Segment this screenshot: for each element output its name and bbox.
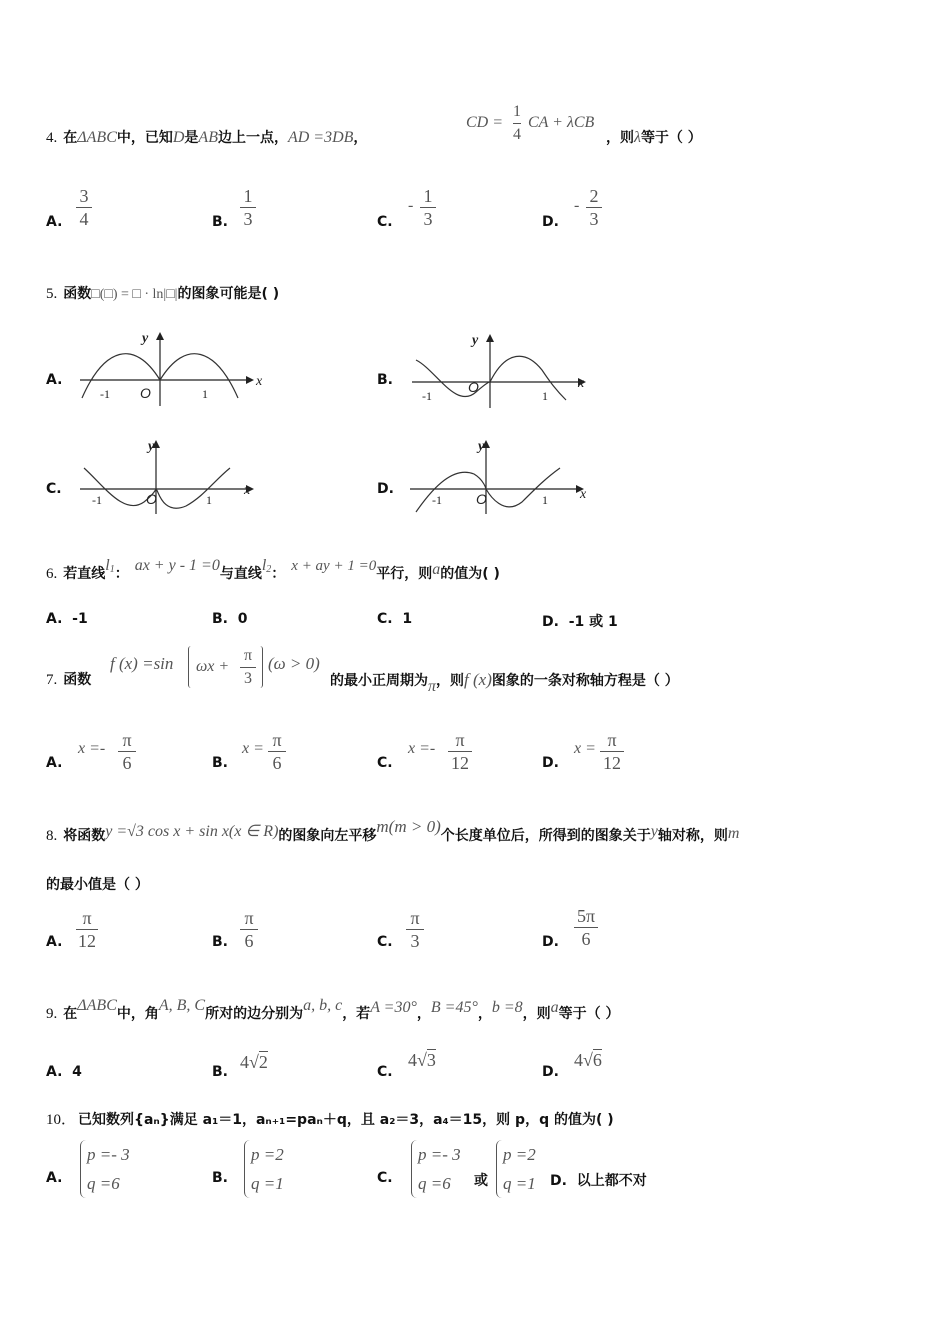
q8-option-c-label[interactable]: C. bbox=[377, 934, 393, 950]
q5-graph-b[interactable] bbox=[406, 330, 596, 410]
q6-text: 平行，则 bbox=[376, 566, 433, 582]
q10-option-a-label[interactable]: A. bbox=[46, 1170, 63, 1186]
q6-option-c[interactable]: C. 1 bbox=[377, 611, 413, 627]
q10-option-a-system: p =- 3 q =6 bbox=[80, 1140, 130, 1198]
q8-option-b-label[interactable]: B. bbox=[212, 934, 228, 950]
q4-lambda: λ bbox=[634, 129, 641, 146]
q4-option-d-value: 2 3 bbox=[586, 186, 602, 229]
x-label: x bbox=[580, 487, 587, 502]
q10-stem bbox=[46, 1110, 614, 1130]
x-label: x bbox=[578, 376, 585, 391]
question-number: 8. bbox=[46, 828, 58, 844]
q6-option-d[interactable]: D. -1 或 1 bbox=[542, 614, 618, 630]
q7-option-c-lhs: x =- bbox=[408, 740, 436, 757]
q5-function: □(□) = □ · ln|□| bbox=[91, 287, 178, 302]
tick-neg: -1 bbox=[432, 493, 442, 507]
y-label: y bbox=[148, 439, 155, 454]
q6-text: 若直线 bbox=[63, 566, 106, 582]
q4-option-c-label[interactable]: C. bbox=[377, 214, 393, 230]
question-number: 7. bbox=[46, 672, 58, 688]
q7-option-d-frac: π 12 bbox=[600, 730, 624, 773]
arrow-icon bbox=[156, 332, 164, 340]
x-label: x bbox=[244, 483, 251, 498]
q7-option-a-frac: π 6 bbox=[118, 730, 136, 773]
q10-option-c-label[interactable]: C. bbox=[377, 1170, 393, 1186]
origin-label: O bbox=[140, 385, 151, 401]
q7-option-b-lhs: x = bbox=[242, 740, 264, 757]
question-number: 10． bbox=[46, 1112, 77, 1128]
q6-option-a[interactable]: A. -1 bbox=[46, 611, 88, 627]
q5-graph-a[interactable] bbox=[74, 328, 264, 408]
question-number: 6. bbox=[46, 566, 58, 582]
tick-neg: -1 bbox=[92, 493, 102, 507]
q7-text: ，则 bbox=[436, 673, 465, 689]
q4-option-c-sign: - bbox=[408, 197, 414, 214]
tick-pos: 1 bbox=[202, 387, 208, 401]
q10-option-b-label[interactable]: B. bbox=[212, 1170, 228, 1186]
q5-option-a-label[interactable]: A. bbox=[46, 372, 63, 388]
q7-option-d-label[interactable]: D. bbox=[542, 755, 559, 771]
q8-stem-line2: 的最小值是（ ） bbox=[46, 877, 149, 893]
q5-stem bbox=[46, 284, 279, 305]
q6-eq2: x + ay + 1 =0 bbox=[291, 558, 377, 574]
q9-option-d-value: 4√6 bbox=[574, 1050, 602, 1070]
question-number: 5. bbox=[46, 286, 58, 302]
q8-option-d-label[interactable]: D. bbox=[542, 934, 559, 950]
arrow-icon bbox=[486, 334, 494, 342]
q6-text: ： bbox=[271, 566, 286, 582]
q7-option-a-label[interactable]: A. bbox=[46, 755, 63, 771]
q10-option-b-system: p =2 q =1 bbox=[244, 1140, 284, 1198]
q4-point-d: D bbox=[172, 129, 185, 146]
q7-option-c-frac: π 12 bbox=[448, 730, 472, 773]
frac-num: 1 bbox=[513, 103, 521, 120]
q9-option-c-value: 4√3 bbox=[408, 1050, 436, 1070]
y-label: y bbox=[472, 333, 479, 348]
q9-angle-b: B =45° bbox=[430, 999, 478, 1016]
q9-text: ， bbox=[416, 1006, 431, 1022]
q5-text: 函数 bbox=[63, 286, 92, 302]
q9-option-a[interactable]: A. 4 bbox=[46, 1064, 82, 1080]
q9-angle-a: A =30° bbox=[370, 999, 417, 1016]
q7-option-c-label[interactable]: C. bbox=[377, 755, 393, 771]
q6-option-b[interactable]: B. 0 bbox=[212, 611, 248, 627]
q9-sides: a, b, c bbox=[303, 997, 343, 1014]
q8-function: y =√3 cos x + sin x(x ∈ R) bbox=[105, 823, 279, 840]
q9-triangle: ΔABC bbox=[77, 997, 117, 1014]
q7-option-a-lhs: x =- bbox=[78, 740, 106, 757]
q4-triangle: ΔABC bbox=[77, 129, 117, 146]
q4-text: 在 bbox=[63, 130, 78, 146]
tick-pos: 1 bbox=[542, 493, 548, 507]
q9-stem bbox=[46, 997, 620, 1024]
origin-label: O bbox=[146, 491, 157, 507]
q4-text: 是 bbox=[184, 130, 199, 146]
q7-text: 函数 bbox=[63, 672, 92, 688]
question-number: 9. bbox=[46, 1006, 58, 1022]
q9-option-b-value: 4√2 bbox=[240, 1052, 268, 1072]
q7-frac: π 3 bbox=[240, 646, 256, 689]
q6-stem bbox=[46, 557, 500, 586]
q8-shift: m(m > 0) bbox=[376, 817, 441, 836]
question-number: 4. bbox=[46, 130, 58, 146]
q8-option-a-frac: π 12 bbox=[78, 908, 96, 951]
q9-option-b-label[interactable]: B. bbox=[212, 1064, 228, 1080]
origin-label: O bbox=[468, 379, 479, 395]
q6-l1: l bbox=[105, 557, 110, 574]
q8-option-a-label[interactable]: A. bbox=[46, 934, 63, 950]
q4-segment: AB bbox=[198, 129, 218, 146]
q4-vec-rhs: CA + λCB bbox=[528, 114, 595, 131]
q4-text: ， bbox=[353, 130, 368, 146]
q6-l1-sub: 1 bbox=[109, 564, 115, 575]
q9-option-d-label[interactable]: D. bbox=[542, 1064, 559, 1080]
q10-option-d[interactable]: D. 以上都不对 bbox=[550, 1173, 647, 1189]
q4-text: 等于（ ） bbox=[640, 130, 702, 146]
q8-text: 将函数 bbox=[63, 828, 106, 844]
q6-text: ： bbox=[114, 566, 129, 582]
q7-text: 图象的一条对称轴方程是（ ） bbox=[491, 673, 679, 689]
q9-text: ， bbox=[477, 1006, 492, 1022]
q9-text: 所对的边分别为 bbox=[205, 1006, 304, 1022]
q7-stem-tail bbox=[330, 670, 679, 695]
q7-condition: (ω > 0) bbox=[268, 654, 320, 673]
q4-option-a-value: 3 4 bbox=[76, 186, 92, 229]
q4-text: ，则 bbox=[606, 130, 634, 146]
q4-condition: AD =3DB bbox=[287, 129, 354, 146]
q10-or-text: 或 bbox=[474, 1173, 488, 1189]
q9-text: ，若 bbox=[342, 1006, 371, 1022]
q4-stem-tail bbox=[606, 128, 702, 148]
q5-graph-c[interactable] bbox=[74, 436, 264, 516]
q8-text: 个长度单位后，所得到的图象关于 bbox=[440, 828, 651, 844]
q7-option-b-label[interactable]: B. bbox=[212, 755, 228, 771]
q4-option-d-label[interactable]: D. bbox=[542, 214, 559, 230]
q4-option-c-value: 1 3 bbox=[420, 186, 436, 229]
q8-option-b-frac: π 6 bbox=[240, 908, 258, 951]
q6-l2-sub: 2 bbox=[266, 564, 272, 575]
q4-text: 中，已知 bbox=[116, 130, 173, 146]
q6-text: 与直线 bbox=[219, 566, 262, 582]
q9-side-a: a bbox=[550, 999, 559, 1016]
y-label: y bbox=[478, 439, 485, 454]
q9-option-c-label[interactable]: C. bbox=[377, 1064, 393, 1080]
q4-option-b-value: 1 3 bbox=[240, 186, 256, 229]
q10-text: 已知数列{aₙ}满足 a₁＝1，aₙ₊₁=paₙ＋q，且 a₂＝3，a₄＝15，则 p，q 的值为( ) bbox=[78, 1112, 614, 1128]
q7-f-inner: ωx + bbox=[196, 658, 230, 675]
q8-m: m bbox=[727, 825, 740, 842]
q4-vec-lhs: CD = bbox=[466, 114, 504, 131]
tick-pos: 1 bbox=[206, 493, 212, 507]
x-label: x bbox=[256, 374, 263, 389]
q8-y: y bbox=[650, 823, 658, 840]
q9-text: 在 bbox=[63, 1006, 78, 1022]
q7-stem-head bbox=[46, 670, 91, 690]
q7-f-lhs: f (x) =sin bbox=[110, 654, 174, 673]
q8-stem bbox=[46, 817, 740, 846]
q9-angles: A, B, C bbox=[158, 997, 206, 1014]
q9-side-b: b =8 bbox=[491, 999, 523, 1016]
tick-neg: -1 bbox=[422, 389, 432, 403]
q6-text: 的值为( ) bbox=[440, 566, 500, 582]
q8-text: 轴对称，则 bbox=[657, 828, 728, 844]
q9-text: 中，角 bbox=[116, 1006, 159, 1022]
q5-text: 的图象可能是( ) bbox=[177, 286, 280, 302]
q10-option-c-system: p =- 3 q =6 bbox=[411, 1140, 461, 1198]
q8-text: 的图象向左平移 bbox=[278, 828, 377, 844]
q7-period: π bbox=[428, 678, 437, 695]
q8-option-c-frac: π 3 bbox=[406, 908, 424, 951]
q4-option-a-label[interactable]: A. bbox=[46, 214, 63, 230]
q6-l2: l bbox=[261, 557, 267, 574]
q7-option-d-lhs: x = bbox=[574, 740, 596, 757]
q5-graph-d[interactable] bbox=[404, 436, 594, 516]
q5-option-d-label[interactable]: D. bbox=[377, 481, 394, 497]
q8-option-d-frac: 5π 6 bbox=[574, 906, 598, 949]
q7-text: 的最小正周期为 bbox=[330, 673, 428, 689]
q4-stem bbox=[46, 128, 367, 148]
q9-text: 等于（ ） bbox=[558, 1006, 620, 1022]
q5-option-b-label[interactable]: B. bbox=[377, 372, 393, 388]
q6-eq1: ax + y - 1 =0 bbox=[134, 557, 220, 574]
q9-text: ，则 bbox=[522, 1006, 551, 1022]
q4-text: 边上一点， bbox=[217, 130, 288, 146]
arrow-icon bbox=[246, 376, 254, 384]
q5-option-c-label[interactable]: C. bbox=[46, 481, 62, 497]
q6-a: a bbox=[432, 561, 441, 578]
q7-option-b-frac: π 6 bbox=[268, 730, 286, 773]
tick-pos: 1 bbox=[542, 389, 548, 403]
q4-option-b-label[interactable]: B. bbox=[212, 214, 228, 230]
y-label: y bbox=[142, 331, 149, 346]
q4-vec-frac bbox=[513, 102, 521, 145]
q10-option-c-extra-system: p =2 q =1 bbox=[496, 1140, 536, 1198]
origin-label: O bbox=[476, 491, 487, 507]
q7-fx: f (x) bbox=[464, 670, 492, 689]
frac-den: 4 bbox=[513, 126, 521, 143]
tick-neg: -1 bbox=[100, 387, 110, 401]
q4-option-d-sign: - bbox=[574, 197, 580, 214]
q7-function bbox=[110, 644, 332, 694]
